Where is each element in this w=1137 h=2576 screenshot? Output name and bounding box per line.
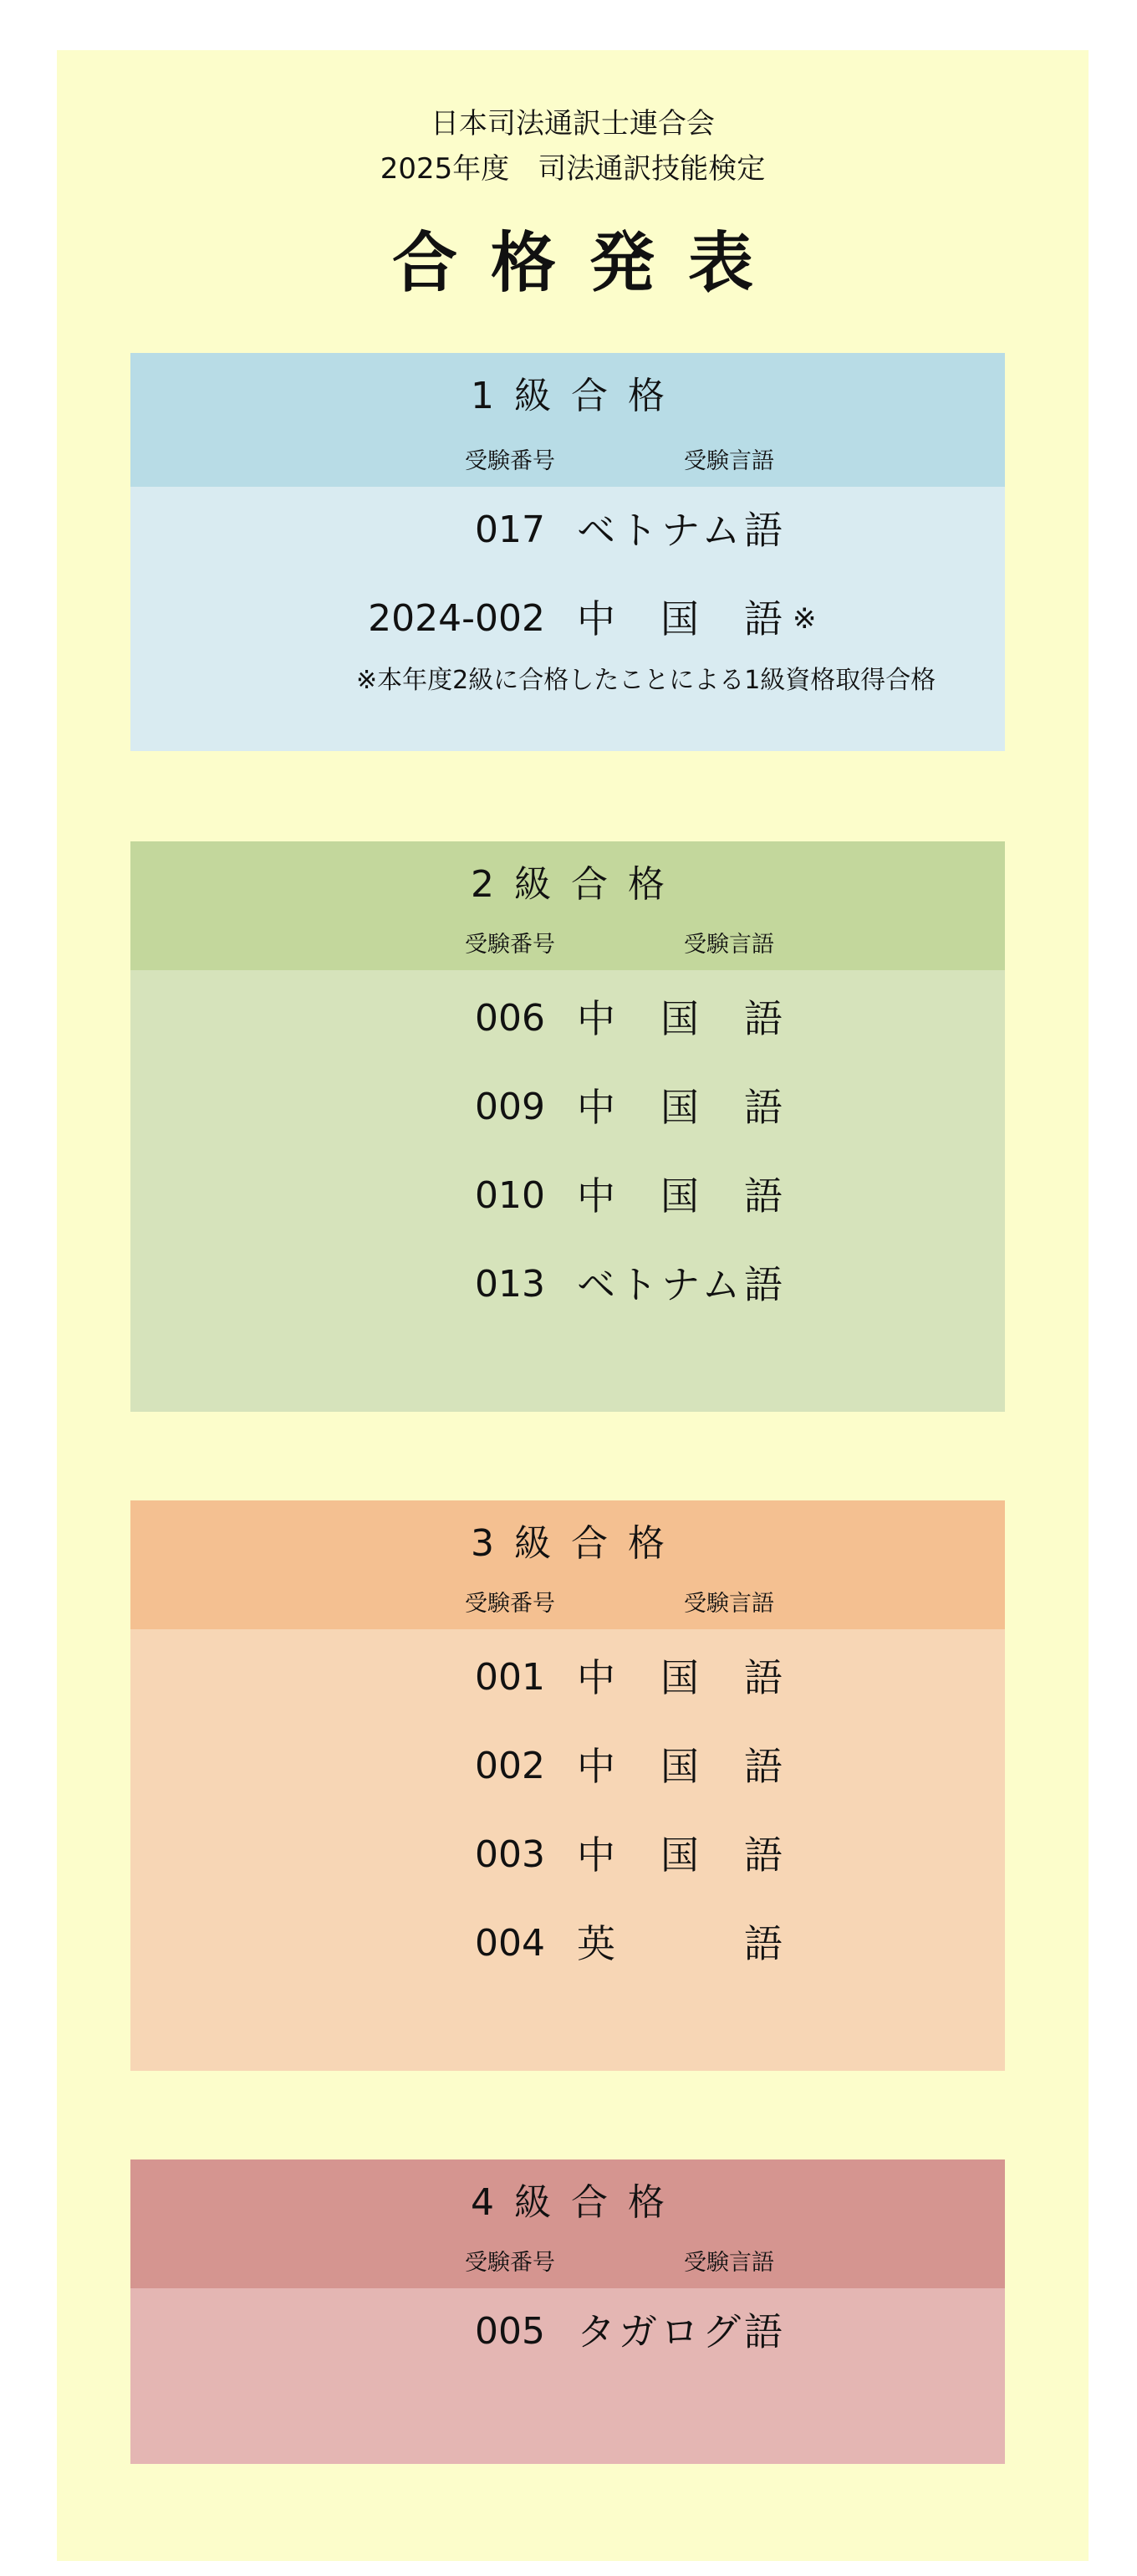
exam-number: 009 [475,1086,545,1128]
column-header-number: 受験番号 [465,2250,555,2276]
result-row [130,1741,1005,1791]
exam-subtitle: 2025年度 司法通訳技能検定 [380,152,766,186]
exam-number: 013 [475,1263,545,1306]
result-row [130,1082,1005,1132]
section-header [130,353,1005,487]
exam-language: タガログ語 [577,2309,783,2354]
section-title: 4級合格 [471,2181,685,2224]
section-header [130,2159,1005,2288]
grade-2-section [130,841,1005,1412]
organization-name: 日本司法通訳士連合会 [431,107,715,141]
column-header-language: 受験言語 [684,1591,774,1617]
section-header [130,841,1005,970]
grade-1-section [130,353,1005,751]
result-row [130,594,1005,644]
exam-language: ベトナム語 [577,1262,783,1307]
exam-number: 002 [475,1745,545,1787]
exam-number: 010 [475,1174,545,1217]
column-header-language: 受験言語 [684,932,774,958]
result-row [130,1260,1005,1310]
exam-number: 006 [475,997,545,1040]
column-header-language: 受験言語 [684,2250,774,2276]
section-body [130,487,1005,751]
page-title: 合格発表 [391,226,787,301]
result-row [130,2307,1005,2357]
exam-language: 中国語 [577,996,783,1041]
exam-language: 中国語 [577,596,783,641]
exam-number: 001 [475,1656,545,1699]
column-header-number: 受験番号 [465,932,555,958]
note-mark: ※ [793,602,817,636]
exam-language: 中国語 [577,1173,783,1219]
result-row [130,1653,1005,1703]
section-body [130,970,1005,1412]
exam-language: 中国語 [577,1744,783,1789]
exam-number: 2024-002 [368,597,545,640]
grade-3-section [130,1500,1005,2071]
footnote: ※本年度2級に合格したことによる1級資格取得合格 [356,666,936,695]
exam-number: 005 [475,2310,545,2353]
result-row [130,1919,1005,1969]
exam-number: 017 [475,509,545,551]
result-row [130,505,1005,555]
grade-4-section [130,2159,1005,2464]
exam-number: 003 [475,1833,545,1876]
column-header-number: 受験番号 [465,1591,555,1617]
exam-language: 英語 [577,1921,783,1966]
section-title: 3級合格 [471,1522,685,1565]
column-header-number: 受験番号 [465,448,555,474]
exam-language: 中国語 [577,1085,783,1130]
announcement-sheet [57,50,1089,2561]
exam-language: ベトナム語 [577,508,783,553]
result-row [130,1830,1005,1880]
section-title: 2級合格 [471,863,685,906]
exam-language: 中国語 [577,1832,783,1878]
column-header-language: 受験言語 [684,448,774,474]
section-body [130,2288,1005,2464]
exam-number: 004 [475,1922,545,1965]
result-row [130,1171,1005,1221]
section-title: 1級合格 [471,375,685,417]
section-body [130,1629,1005,2071]
section-header [130,1500,1005,1629]
result-row [130,994,1005,1044]
exam-language: 中国語 [577,1655,783,1700]
